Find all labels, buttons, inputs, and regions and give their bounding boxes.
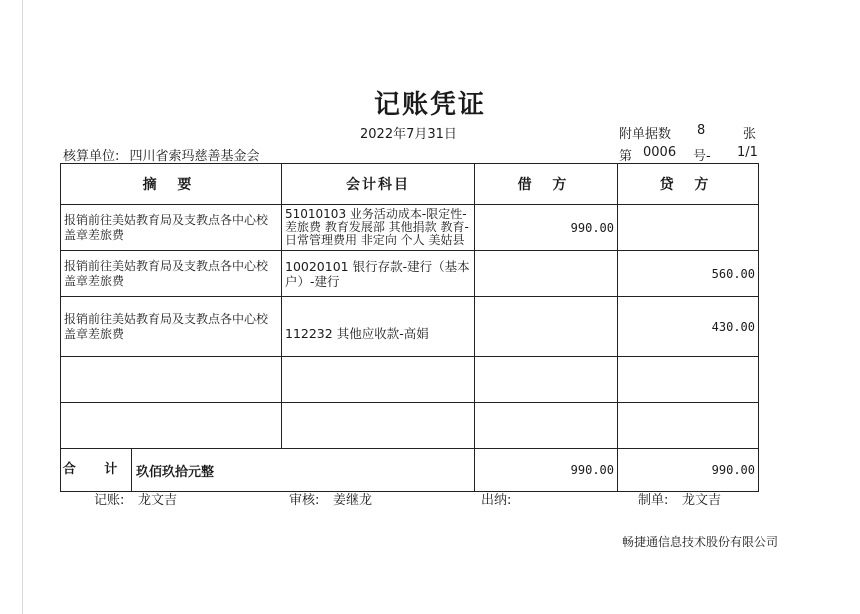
voucher-date: 2022年7月31日: [360, 127, 457, 142]
column-debit: 借 方: [475, 164, 618, 205]
preparer-name: 龙文吉: [682, 493, 722, 508]
total-debit: 990.00: [475, 449, 618, 492]
total-cell: [61, 449, 475, 492]
attachments-info: [619, 123, 757, 142]
table-row: [61, 251, 759, 297]
table-header-row: [61, 164, 759, 205]
reviewer-label: 审核:: [289, 493, 320, 508]
row-subject: 10020101 银行存款-建行（基本户）-建行: [282, 251, 475, 297]
voucher-page: 1/1: [737, 145, 758, 160]
row-summary: [61, 403, 282, 449]
bookkeeper-name: 龙文吉: [138, 493, 178, 508]
row-subject: 112232 其他应收款-高娟: [282, 297, 475, 357]
accounting-unit: [63, 145, 260, 164]
accounting-unit-label: 核算单位:: [63, 149, 120, 164]
row-debit: [475, 297, 618, 357]
cashier-label: 出纳:: [481, 493, 512, 508]
total-credit: 990.00: [618, 449, 759, 492]
table-row: [61, 205, 759, 251]
row-credit: [618, 205, 759, 251]
voucher-title: 记账凭证: [373, 90, 486, 120]
attachments-unit: 张: [743, 127, 757, 142]
voucher-suffix: 号-: [693, 149, 711, 164]
table-row: [61, 297, 759, 357]
total-row: [61, 449, 759, 492]
table-row: [61, 403, 759, 449]
row-credit: [618, 403, 759, 449]
software-company: 畅捷通信息技术股份有限公司: [622, 535, 779, 549]
table-row: [61, 357, 759, 403]
voucher-table: [60, 163, 759, 492]
bookkeeper-label: 记账:: [94, 493, 125, 508]
row-subject: [282, 357, 475, 403]
total-amount-words: 玖佰玖拾元整: [136, 464, 215, 480]
row-debit: [475, 403, 618, 449]
row-debit: 990.00: [475, 205, 618, 251]
voucher-prefix: 第: [619, 149, 633, 164]
row-summary: 报销前往美姑教育局及支教点各中心校盖章差旅费: [61, 297, 282, 357]
row-summary: 报销前往美姑教育局及支教点各中心校盖章差旅费: [61, 205, 282, 251]
row-debit: [475, 357, 618, 403]
attachments-count: 8: [697, 123, 706, 138]
preparer-label: 制单:: [638, 493, 669, 508]
row-summary: 报销前往美姑教育局及支教点各中心校盖章差旅费: [61, 251, 282, 297]
row-debit: [475, 251, 618, 297]
row-credit: [618, 357, 759, 403]
column-subject: 会计科目: [282, 164, 475, 205]
column-credit: 贷 方: [618, 164, 759, 205]
row-credit: 430.00: [618, 297, 759, 357]
row-subject: [282, 403, 475, 449]
reviewer-name: 姜继龙: [333, 493, 373, 508]
attachments-label: 附单据数: [619, 127, 672, 142]
column-summary: 摘 要: [61, 164, 282, 205]
total-label: 合 计: [61, 449, 132, 491]
row-credit: 560.00: [618, 251, 759, 297]
accounting-unit-name: 四川省索玛慈善基金会: [129, 149, 260, 164]
row-subject: 51010103 业务活动成本-限定性-差旅费 教育发展部 其他捐款 教育-日常管理费用 非定向 个人 美姑县: [282, 205, 475, 251]
row-summary: [61, 357, 282, 403]
voucher-number: 0006: [643, 145, 677, 160]
